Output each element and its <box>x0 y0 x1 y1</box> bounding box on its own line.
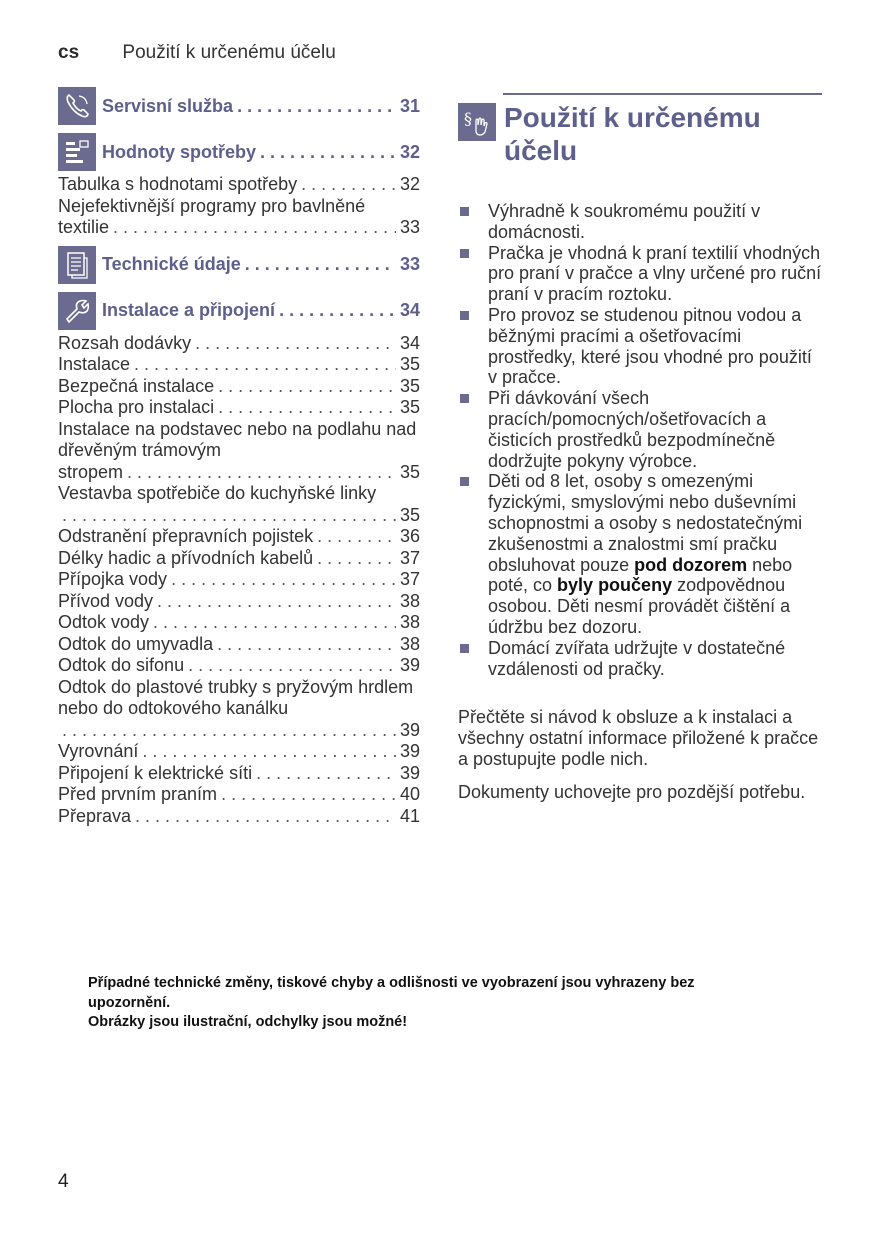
paragraph-hand-icon <box>458 103 496 141</box>
usage-bullet: Pračka je vhodná k praní textilií vhodných pro praní v pračce a vlny určené pro ruční praní v pracím roztoku. <box>458 243 822 305</box>
toc-entry-page: 33 <box>399 217 420 237</box>
toc-section-heading[interactable] <box>58 132 420 172</box>
toc-entry-label: textilie <box>58 217 110 237</box>
page-header <box>58 42 336 64</box>
toc-entry-page: 39 <box>399 762 420 783</box>
toc-entry[interactable] <box>58 196 420 239</box>
toc-entry-page: 41 <box>399 805 420 826</box>
section-title: Použití k určenému účelu <box>504 102 761 166</box>
toc-entry-page: 40 <box>399 784 420 804</box>
toc-entry-label: Připojení k elektrické síti <box>58 762 253 783</box>
disclaimer-line-2: Obrázky jsou ilustrační, odchylky jsou možné! <box>88 1014 408 1030</box>
toc-entry-label: Instalace <box>58 354 131 374</box>
language-code: cs <box>58 42 80 63</box>
toc-entry-text: Odtok do plastové trubky s pryžovým hrdlem nebo do odtokového kanálku <box>58 676 414 718</box>
toc-entry-page: 39 <box>399 655 420 675</box>
toc-entry-label: Tabulka s hodnotami spotřeby <box>58 174 298 194</box>
usage-bullet: Při dávkování všech pracích/pomocných/ošetřovacích a čisticích prostředků bezpodmínečně dodržujte pokyny výrobce. <box>458 388 822 471</box>
toc-entry[interactable] <box>58 354 420 376</box>
toc-entry[interactable] <box>58 741 420 763</box>
toc-entry-label: Přípojka vody <box>58 569 168 589</box>
toc-entry-page: 35 <box>399 354 420 374</box>
toc-entry-text: Nejefektivnější programy pro bavlněné <box>58 195 366 216</box>
wrench-icon <box>58 292 96 330</box>
toc-entry-page: 38 <box>399 612 420 632</box>
toc-section-heading[interactable] <box>58 86 420 126</box>
toc-entry[interactable] <box>58 376 420 398</box>
toc-section-page: 31 <box>399 95 420 116</box>
toc-entry-page: 37 <box>399 547 420 568</box>
toc-entry-page: 37 <box>399 569 420 589</box>
usage-bullet: Pro provoz se studenou pitnou vodou a běžnými pracími a ošetřovacími prostředky, které jsou vhodné pro použití v pračce. <box>458 305 822 388</box>
section-rule <box>503 93 822 95</box>
toc-section-title: Hodnoty spotřeby <box>102 141 257 162</box>
toc-section-heading[interactable] <box>58 291 420 331</box>
toc-section-page: 33 <box>399 254 420 274</box>
toc-entry[interactable] <box>58 591 420 613</box>
intended-use-section <box>458 93 822 803</box>
toc-entry-label: Odtok do umyvadla <box>58 633 214 654</box>
toc-entry-page: 35 <box>399 504 420 525</box>
instruction-paragraph: Přečtěte si návod k obsluze a k instalaci a všechny ostatní informace přiložené k pračce a postupujte podle nich. <box>458 707 819 769</box>
toc-section-title: Servisní služba <box>102 95 234 116</box>
usage-bullet-list <box>458 201 822 679</box>
toc-entry[interactable] <box>58 483 420 526</box>
toc-entry-page: 35 <box>399 397 420 417</box>
toc-section-page: 34 <box>399 300 420 320</box>
svg-text:§: § <box>464 109 472 128</box>
toc-entry-page: 35 <box>399 375 420 396</box>
toc-entry-label: Odtok vody <box>58 612 150 632</box>
toc-entry-page: 35 <box>399 461 420 482</box>
toc-entry[interactable] <box>58 174 420 196</box>
toc-entry[interactable] <box>58 397 420 419</box>
toc-entry[interactable] <box>58 784 420 806</box>
toc-entry[interactable] <box>58 526 420 548</box>
toc-entry-label: Vyrovnání <box>58 741 139 761</box>
toc-section-heading[interactable] <box>58 245 420 285</box>
toc-entry[interactable] <box>58 763 420 785</box>
header-title: Použití k určenému účelu <box>122 42 336 63</box>
toc-entry-label: Rozsah dodávky <box>58 332 192 353</box>
toc-entry-label: Plocha pro instalaci <box>58 397 215 417</box>
phone-icon <box>58 87 96 125</box>
toc-entry-label: Odstranění přepravních pojistek <box>58 526 314 546</box>
toc-entry-label: Odtok do sifonu <box>58 655 185 675</box>
toc-entry[interactable] <box>58 612 420 634</box>
toc-entry[interactable] <box>58 806 420 828</box>
usage-bullet: Domácí zvířata udržujte v dostatečné vzdálenosti od pračky. <box>458 638 822 680</box>
toc-entry-label: Přeprava <box>58 805 132 826</box>
toc-entry-label: stropem <box>58 461 124 482</box>
toc-section-title: Instalace a připojení <box>102 300 276 320</box>
toc-entry-text: Instalace na podstavec nebo na podlahu nad dřevěným trámovým <box>58 418 417 460</box>
disclaimer-line-1: Případné technické změny, tiskové chyby a odlišnosti ve vyobrazení jsou vyhrazeny bez upozornění. <box>88 975 695 1011</box>
page-number: 4 <box>58 1171 69 1192</box>
document-icon <box>58 246 96 284</box>
toc-entry-label: Bezpečná instalace <box>58 375 215 396</box>
consumption-chart-icon <box>58 133 96 171</box>
toc-entry[interactable] <box>58 677 420 742</box>
toc-entry-page: 38 <box>399 590 420 611</box>
toc-entry-text: Vestavba spotřebiče do kuchyňské linky <box>58 483 377 503</box>
usage-bullet: Děti od 8 let, osoby s omezenými fyzickými, smyslovými nebo duševními schopnostmi a osoby s nedostatečnými zkušenostmi a znalostmi smí pračku obsluhovat pouze pod dozorem nebo poté, co byly poučeny zodpovědnou osobou. Děti nesmí provádět čištění a údržbu bez dozoru. <box>458 471 822 637</box>
toc-entry[interactable] <box>58 333 420 355</box>
toc-section-title: Technické údaje <box>102 254 241 274</box>
toc-entry-label: Před prvním praním <box>58 784 218 804</box>
toc-entry[interactable] <box>58 634 420 656</box>
disclaimer-notice <box>88 974 768 1033</box>
table-of-contents <box>58 86 420 831</box>
toc-entry-page: 38 <box>399 633 420 654</box>
toc-entry-list <box>58 174 420 239</box>
toc-entry-list <box>58 333 420 828</box>
toc-entry-page: 34 <box>399 332 420 353</box>
toc-section-page: 32 <box>399 141 420 162</box>
toc-entry-label: Délky hadic a přívodních kabelů <box>58 547 314 568</box>
toc-entry-page: 32 <box>399 174 420 194</box>
toc-entry[interactable] <box>58 569 420 591</box>
toc-entry-page: 36 <box>399 526 420 546</box>
toc-entry[interactable] <box>58 548 420 570</box>
toc-entry[interactable] <box>58 655 420 677</box>
usage-bullet: Výhradně k soukromému použití v domácnosti. <box>458 201 822 243</box>
toc-entry-label: Přívod vody <box>58 590 154 611</box>
toc-entry-page: 39 <box>399 719 420 740</box>
toc-entry-page: 39 <box>399 741 420 761</box>
storage-paragraph: Dokumenty uchovejte pro pozdější potřebu. <box>458 781 806 802</box>
toc-entry[interactable] <box>58 419 420 484</box>
